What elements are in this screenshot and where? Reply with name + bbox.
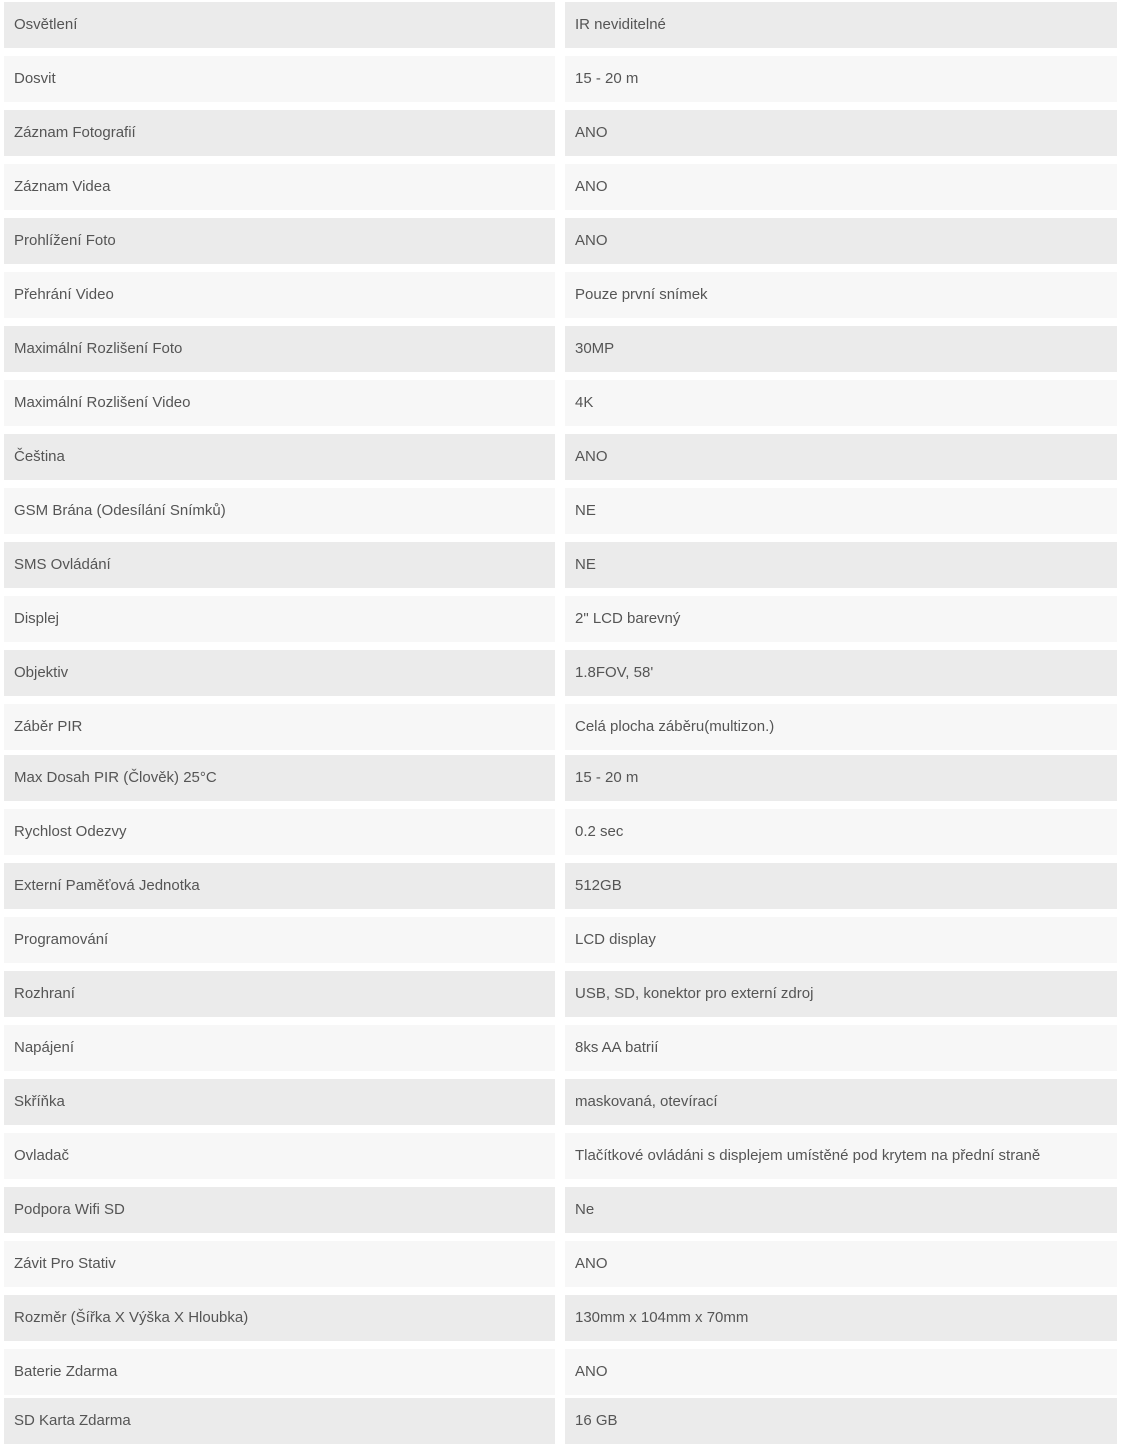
spec-row <box>0 542 1124 588</box>
spec-label: Záběr PIR <box>4 704 555 750</box>
spec-value: ANO <box>565 110 1117 156</box>
spec-value: 4K <box>565 380 1117 426</box>
spec-value: NE <box>565 488 1117 534</box>
spec-label: Závit Pro Stativ <box>4 1241 555 1287</box>
spec-label: Napájení <box>4 1025 555 1071</box>
spec-label: Čeština <box>4 434 555 480</box>
spec-row <box>0 650 1124 696</box>
spec-label: SD Karta Zdarma <box>4 1398 555 1444</box>
spec-label: Prohlížení Foto <box>4 218 555 264</box>
spec-label: Rozhraní <box>4 971 555 1017</box>
spec-row <box>0 380 1124 426</box>
spec-value: 16 GB <box>565 1398 1117 1444</box>
spec-row <box>0 488 1124 534</box>
spec-row <box>0 704 1124 750</box>
spec-row <box>0 272 1124 318</box>
spec-value: ANO <box>565 434 1117 480</box>
spec-label: Programování <box>4 917 555 963</box>
spec-value: Tlačítkové ovládáni s displejem umístěné pod krytem na přední straně <box>565 1133 1117 1179</box>
spec-row <box>0 1295 1124 1341</box>
spec-value: 1.8FOV, 58' <box>565 650 1117 696</box>
spec-row <box>0 971 1124 1017</box>
spec-label: Dosvit <box>4 56 555 102</box>
spec-value: 512GB <box>565 863 1117 909</box>
spec-value: ANO <box>565 218 1117 264</box>
spec-label: Baterie Zdarma <box>4 1349 555 1395</box>
spec-label: Rozměr (Šířka X Výška X Hloubka) <box>4 1295 555 1341</box>
spec-value: 8ks AA batrií <box>565 1025 1117 1071</box>
spec-value: 15 - 20 m <box>565 755 1117 801</box>
spec-row <box>0 755 1124 801</box>
spec-value: 130mm x 104mm x 70mm <box>565 1295 1117 1341</box>
spec-row <box>0 326 1124 372</box>
spec-value: NE <box>565 542 1117 588</box>
spec-row <box>0 434 1124 480</box>
spec-label: GSM Brána (Odesílání Snímků) <box>4 488 555 534</box>
spec-label: SMS Ovládání <box>4 542 555 588</box>
spec-label: Max Dosah PIR (Člověk) 25°C <box>4 755 555 801</box>
spec-value: maskovaná, otevírací <box>565 1079 1117 1125</box>
spec-value: ANO <box>565 1349 1117 1395</box>
spec-value: Celá plocha záběru(multizon.) <box>565 704 1117 750</box>
spec-value: Ne <box>565 1187 1117 1233</box>
spec-value: 0.2 sec <box>565 809 1117 855</box>
spec-label: Skříňka <box>4 1079 555 1125</box>
spec-row <box>0 110 1124 156</box>
spec-row <box>0 1241 1124 1287</box>
spec-row <box>0 1079 1124 1125</box>
spec-value: 2" LCD barevný <box>565 596 1117 642</box>
spec-row <box>0 1187 1124 1233</box>
spec-row <box>0 2 1124 48</box>
spec-label: Ovladač <box>4 1133 555 1179</box>
spec-row <box>0 917 1124 963</box>
spec-row <box>0 218 1124 264</box>
spec-row <box>0 1398 1124 1444</box>
spec-value: 30MP <box>565 326 1117 372</box>
spec-label: Přehrání Video <box>4 272 555 318</box>
spec-value: ANO <box>565 164 1117 210</box>
spec-row <box>0 56 1124 102</box>
spec-value: 15 - 20 m <box>565 56 1117 102</box>
spec-label: Displej <box>4 596 555 642</box>
spec-value: Pouze první snímek <box>565 272 1117 318</box>
spec-label: Objektiv <box>4 650 555 696</box>
spec-row <box>0 596 1124 642</box>
spec-label: Osvětlení <box>4 2 555 48</box>
spec-label: Záznam Fotografií <box>4 110 555 156</box>
spec-label: Rychlost Odezvy <box>4 809 555 855</box>
spec-row <box>0 809 1124 855</box>
spec-row <box>0 863 1124 909</box>
spec-label: Externí Paměťová Jednotka <box>4 863 555 909</box>
spec-value: ANO <box>565 1241 1117 1287</box>
spec-row <box>0 1349 1124 1395</box>
spec-label: Záznam Videa <box>4 164 555 210</box>
spec-label: Maximální Rozlišení Video <box>4 380 555 426</box>
spec-value: IR neviditelné <box>565 2 1117 48</box>
spec-row <box>0 1133 1124 1179</box>
spec-value: USB, SD, konektor pro externí zdroj <box>565 971 1117 1017</box>
spec-label: Maximální Rozlišení Foto <box>4 326 555 372</box>
spec-row <box>0 164 1124 210</box>
spec-value: LCD display <box>565 917 1117 963</box>
spec-label: Podpora Wifi SD <box>4 1187 555 1233</box>
spec-row <box>0 1025 1124 1071</box>
